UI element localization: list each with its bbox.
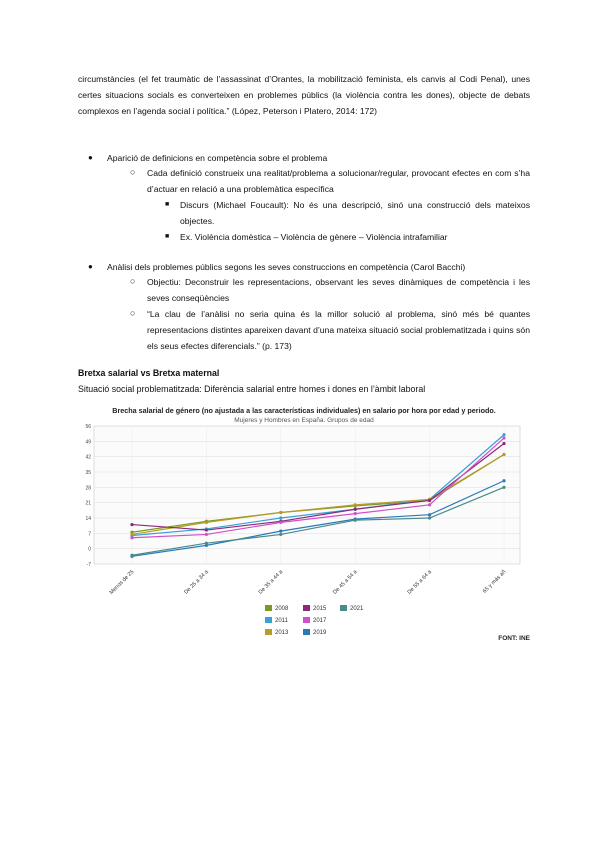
square-bullet-icon: ■ (165, 233, 170, 240)
section-heading: Bretxa salarial vs Bretxa maternal (78, 368, 220, 378)
y-tick-label: 14 (85, 516, 91, 522)
data-point-2021 (205, 542, 208, 545)
data-point-2011 (279, 516, 282, 519)
data-point-2017 (279, 521, 282, 524)
data-point-2015 (130, 523, 133, 526)
x-tick-label: De 25 a 34 a (183, 569, 210, 596)
legend-label-2008: 2008 (275, 606, 289, 612)
data-point-2011 (502, 433, 505, 436)
chart-title: Brecha salarial de género (no ajustada a las características individuales) en salario por hora por edad y periodo. (112, 406, 496, 415)
subsubbullet-discourse (165, 197, 530, 229)
legend-label-2021: 2021 (350, 606, 364, 612)
plot-area (94, 426, 520, 564)
data-point-2013 (279, 511, 282, 514)
chart-subtitle: Mujeres y Hombres en España. Grupos de edad (234, 417, 374, 424)
y-axis-ticks (85, 424, 91, 568)
circle-bullet-icon: ○ (130, 167, 136, 177)
bullet-dot-icon: ● (88, 262, 93, 271)
x-axis-ticks (109, 569, 508, 596)
data-point-2019 (502, 479, 505, 482)
data-point-2019 (279, 530, 282, 533)
x-tick-label: De 55 a 64 a (406, 569, 434, 596)
data-point-2017 (354, 512, 357, 515)
data-point-2015 (205, 528, 208, 531)
bullet-definitions (88, 150, 530, 166)
legend-swatch-2013 (265, 629, 272, 635)
legend-swatch-2017 (303, 617, 310, 623)
circle-bullet-icon: ○ (130, 308, 136, 318)
subsubbullet-example (165, 229, 530, 245)
subsubbullet-text: Discurs (Michael Foucault): No és una descripció, sinó una construcció dels mateixos objectes. (180, 200, 530, 226)
subbullet-text: “La clau de l’anàlisi no seria quina és la millor solució al problema, sinó més bé quantes representacions distintes apareixen davant d’una mateixa situació social problematitzada i quins són els seus efectes diferencials.” (p. 173) (147, 309, 530, 351)
legend-swatch-2019 (303, 629, 310, 635)
data-point-2013 (205, 521, 208, 524)
subsubbullet-text: Ex. Violència domèstica – Violència de gènere – Violència intrafamiliar (180, 232, 448, 242)
subbullet-definition (130, 165, 530, 197)
data-point-2021 (130, 554, 133, 557)
square-bullet-icon: ■ (165, 201, 170, 208)
legend-swatch-2015 (303, 605, 310, 611)
legend-label-2017: 2017 (313, 618, 327, 624)
data-point-2017 (205, 533, 208, 536)
bullet-dot-icon: ● (88, 153, 93, 162)
legend-swatch-2011 (265, 617, 272, 623)
data-point-2015 (354, 508, 357, 511)
subbullet-text: Cada definició construeix una realitat/problema a solucionar/regular, provocant efectes en com s’ha d’actuar en relació a una problemàtica específica (147, 168, 530, 194)
data-point-2017 (428, 503, 431, 506)
y-tick-label: 28 (85, 485, 91, 492)
y-tick-label: 56 (85, 424, 91, 430)
subbullet-text: Objectiu: Deconstruir les representacions, observant les seves dinàmiques de competència i les seves conseqüències (147, 277, 530, 303)
legend-label-2019: 2019 (313, 630, 327, 636)
data-point-2021 (354, 519, 357, 522)
data-point-2019 (428, 513, 431, 516)
wage-gap-chart (78, 402, 530, 652)
data-point-2021 (502, 486, 505, 489)
data-point-2013 (130, 533, 133, 536)
bullet-text: Anàlisi dels problemes públics segons les seves construccions en competència (Carol Bacchi) (107, 262, 466, 272)
data-point-2015 (428, 499, 431, 502)
y-tick-label: 49 (85, 439, 91, 446)
chart-legend (265, 605, 364, 636)
y-tick-label: 7 (88, 531, 91, 538)
x-tick-label: De 45 a 54 a (332, 569, 359, 596)
legend-label-2013: 2013 (275, 630, 289, 636)
quote-paragraph: circumstàncies (el fet traumàtic de l’assassinat d’Orantes, la mobilització feminista, els canvis al Codi Penal), unes certes situacions socials es converteixen en problemes públics (la violència contra les dones), objecte de debats complexos en l’agenda social i política.” (López, Peterson i Platero, 2014: 172) (78, 74, 530, 117)
data-point-2013 (354, 503, 357, 506)
subbullet-objective (130, 274, 530, 306)
x-tick-label: 65 y más añ (481, 569, 508, 595)
bullet-text: Aparició de definicions en competència sobre el problema (107, 153, 328, 163)
legend-swatch-2008 (265, 605, 272, 611)
source-label: FONT: INE (498, 635, 530, 642)
data-point-2015 (502, 442, 505, 445)
data-point-2017 (130, 536, 133, 539)
situation-text: Situació social problematitzada: Diferència salarial entre homes i dones en l’àmbit laboral (78, 384, 426, 394)
bullet-analysis (88, 259, 530, 275)
x-tick-label: Menos de 25 (108, 569, 136, 596)
data-point-2021 (428, 516, 431, 519)
y-tick-label: 42 (85, 454, 91, 461)
circle-bullet-icon: ○ (130, 276, 136, 286)
legend-swatch-2021 (340, 605, 347, 611)
legend-label-2015: 2015 (313, 606, 327, 612)
data-point-2021 (279, 533, 282, 536)
y-tick-label: 35 (85, 470, 91, 476)
y-tick-label: 21 (85, 500, 91, 507)
subbullet-quote (130, 306, 530, 354)
data-point-2017 (502, 436, 505, 439)
y-tick-label: -7 (86, 562, 91, 568)
legend-label-2011: 2011 (275, 618, 288, 624)
x-tick-label: De 35 a 44 a (257, 569, 285, 596)
data-point-2013 (502, 453, 505, 456)
y-tick-label: 0 (88, 546, 91, 553)
